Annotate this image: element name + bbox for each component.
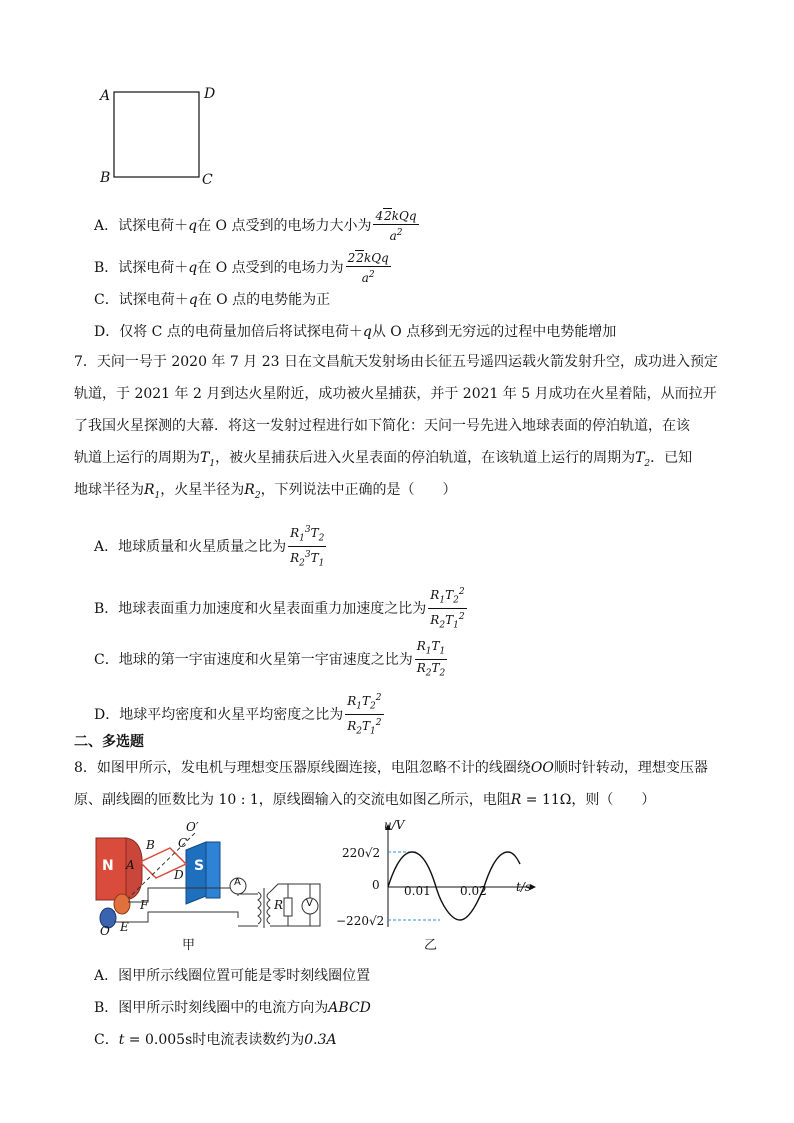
resistor-label: R xyxy=(274,898,284,912)
figure-yi-caption: 乙 xyxy=(424,938,438,953)
q7-option-c[interactable]: C．地球的第一宇宙速度和火星第一宇宙速度之比为 $\frac{R_1T_1}{R_2T_2}$ xyxy=(94,639,446,679)
q6-option-b[interactable]: B．试探电荷＋q在 O 点受到的电场力为 $\frac{\text{22kQq}}{a^2}$ xyxy=(94,251,389,285)
section-title-multiple-choice: 二、多选题 xyxy=(74,734,144,750)
q7-stem-line-1: 7．天问一号于 2020 年 7 月 23 日在文昌航天发射场由长征五号遥四运载火箭发射升空，成功进入预定 xyxy=(74,354,718,370)
ring-label-e: E xyxy=(120,920,129,934)
graph-x-tick-1: 0.01 xyxy=(404,884,431,898)
magnet-n-label: N xyxy=(102,858,114,874)
axis-label-o: O xyxy=(100,924,110,938)
q6-option-a[interactable]: A．试探电荷＋q在 O 点受到的电场力大小为 $\frac{\text{42kQq}}{a^2}$ xyxy=(94,209,417,243)
q6-option-d[interactable]: D．仅将 C 点的电荷量加倍后将试探电荷＋q从 O 点移到无穷远的过程中电势能增加 xyxy=(94,324,617,340)
coil-label-c: C xyxy=(178,836,188,850)
coil-label-b: B xyxy=(146,838,155,852)
q7-option-a[interactable]: A．地球质量和火星质量之比为 $\frac{R_1^3T_2}{R_2^3T_1}$ xyxy=(94,522,326,572)
q8-stem-line-1: 8．如图甲所示，发电机与理想变压器原线圈连接，电阻忽略不计的线圈绕OO顺时针转动，理想变压器 xyxy=(74,760,708,776)
ring-label-f: F xyxy=(140,898,149,912)
q7-stem-line-5: 地球半径为$R_1$，火星半径为$R_2$，下列说法中正确的是（ ） xyxy=(74,482,457,501)
square-label-a: A xyxy=(100,88,111,104)
square-label-d: D xyxy=(204,86,216,102)
q8-option-a[interactable]: A．图甲所示线圈位置可能是零时刻线圈位置 xyxy=(94,968,371,984)
magnet-s-label: S xyxy=(194,858,205,874)
q8-stem-line-2: 原、副线圈的匝数比为 10 : 1，原线圈输入的交流电如图乙所示，电阻R = 11Ω，则（ ） xyxy=(74,792,656,808)
voltmeter-label: V xyxy=(306,898,313,909)
square-label-c: C xyxy=(202,172,213,188)
graph-y-bottom-tick: −220√2 xyxy=(336,914,385,928)
coil-label-a: A xyxy=(126,858,135,872)
figure-voltage-graph xyxy=(380,822,540,932)
graph-y-axis-label: u/V xyxy=(384,818,405,832)
q6-option-c[interactable]: C．试探电荷＋q在 O 点的电势能为正 xyxy=(94,292,331,308)
q7-option-d[interactable]: D．地球平均密度和火星平均密度之比为 $\frac{R_1T_2^2}{R_2T_1^2}$ xyxy=(94,690,384,740)
q8-option-c[interactable]: C．t = 0.005s时电流表读数约为0.3A xyxy=(94,1032,337,1048)
figure-jia-caption: 甲 xyxy=(182,938,196,953)
coil-label-d: D xyxy=(174,868,184,882)
q7-stem-line-3: 了我国火星探测的大幕．将这一发射过程进行如下简化：天问一号先进入地球表面的停泊轨道，在该 xyxy=(74,418,690,434)
ammeter-label: A xyxy=(234,877,241,888)
graph-origin-label: 0 xyxy=(372,878,380,892)
q6-b-fraction: $\frac{\text{22kQq}}{a^2}$ xyxy=(347,251,389,285)
graph-y-top-tick: 220√2 xyxy=(342,846,381,860)
graph-x-axis-label: t/s xyxy=(516,880,532,894)
graph-x-tick-2: 0.02 xyxy=(460,884,487,898)
q8-option-b[interactable]: B．图甲所示时刻线圈中的电流方向为ABCD xyxy=(94,1000,371,1016)
q7-stem-line-4: 轨道上运行的周期为$T_1$，被火星捕获后进入火星表面的停泊轨道，在该轨道上运行的周期为$T_2$．已知 xyxy=(74,450,693,469)
q7-stem-line-2: 轨道，于 2021 年 2 月到达火星附近，成功被火星捕获，并于 2021 年 5 月成功在火星着陆，从而拉开 xyxy=(74,386,717,402)
square-label-b: B xyxy=(100,170,111,186)
axis-label-oprime: O′ xyxy=(186,820,199,834)
q6-a-fraction: $\frac{\text{42kQq}}{a^2}$ xyxy=(375,209,417,243)
q7-option-b[interactable]: B．地球表面重力加速度和火星表面重力加速度之比为 $\frac{R_1T_2^2}{R_2T_1^2}$ xyxy=(94,584,467,634)
